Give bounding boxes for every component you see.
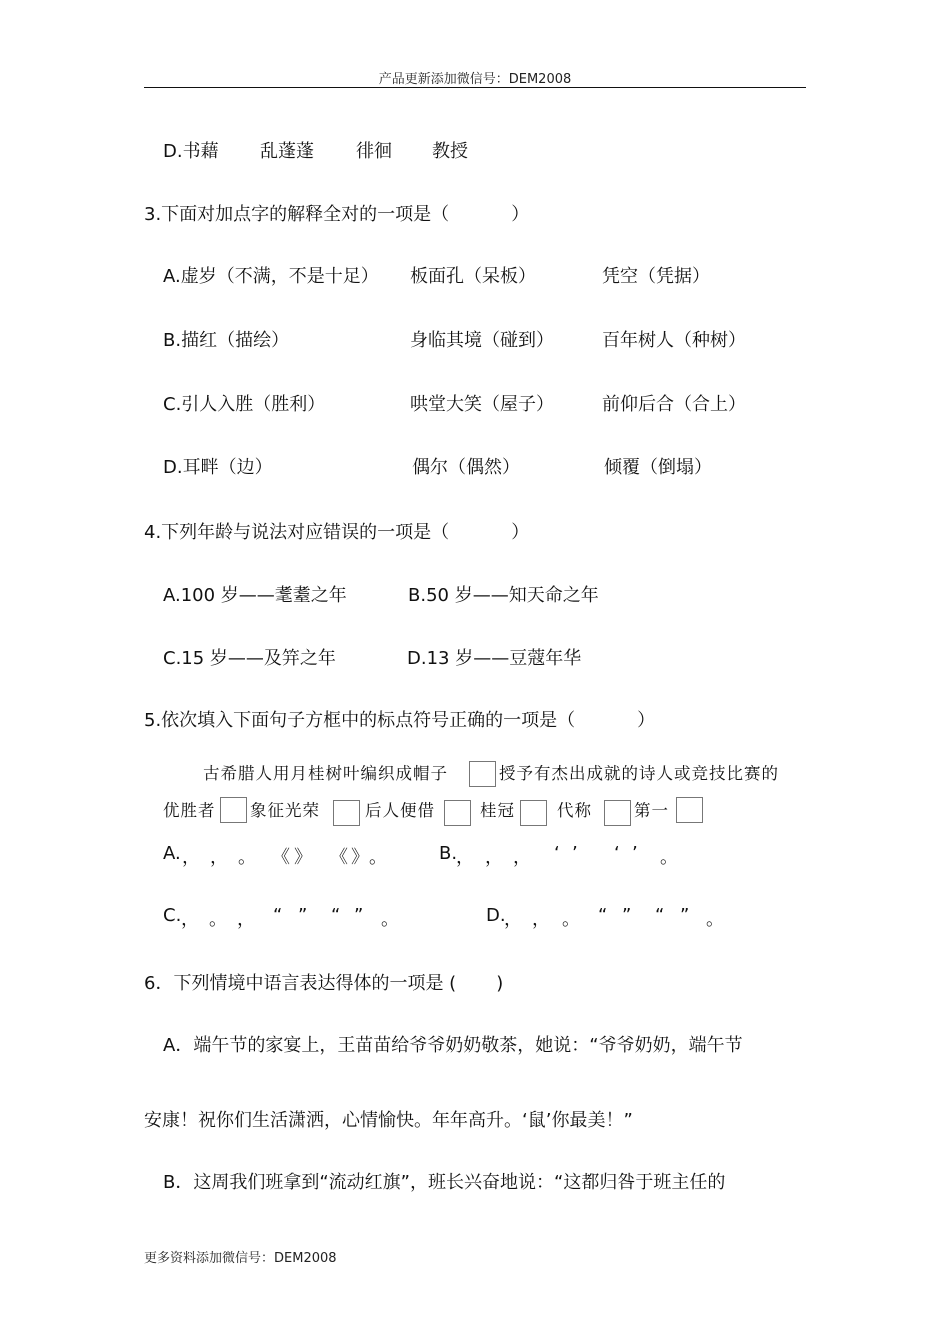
q5-option-b-label: B. (439, 843, 458, 864)
q5-stem (144, 706, 655, 732)
q5-option-d-mark-4: “ (598, 905, 608, 926)
q3-option-b-item-1: 描红（描绘） (181, 330, 290, 351)
q5-option-c-mark-6: “ (331, 905, 341, 926)
q5-option-a-mark-7: 》 (351, 847, 369, 868)
q5-passage-seg7: 代称 (557, 801, 592, 820)
q4-option-c (163, 644, 336, 670)
q5-option-c-mark-7: ” (354, 905, 364, 926)
q5-option-a-mark-4: 《 (272, 847, 290, 868)
q2-word-3: 徘徊 (356, 141, 392, 162)
q5-option-c-label: C. (163, 905, 182, 926)
q3-option-d-item-3: 倾覆（倒塌） (604, 457, 712, 478)
q3-stem (144, 200, 529, 226)
q5-option-d-mark-3: 。 (562, 909, 580, 930)
q5-option-d-mark-8: 。 (706, 909, 724, 930)
q3-option-a-item-3: 凭空（凭据） (602, 266, 710, 287)
q5-passage-seg1: 古希腊人用月桂树叶编织成帽子 (203, 764, 448, 783)
q5-option-c-mark-5: ” (298, 905, 308, 926)
q5-passage-seg8: 第一 (634, 801, 669, 820)
q5-option-a-label: A. (163, 843, 181, 864)
q4-option-d-text: 13 岁——豆蔻年华 (426, 648, 582, 669)
q6-option-b-line1: B．这周我们班拿到“流动红旗”，班长兴奋地说：“这都归咎于班主任的 (163, 1172, 726, 1193)
q5-option-a-mark-3: 。 (238, 847, 256, 868)
q5-option-d-mark-6: “ (655, 905, 665, 926)
q5-option-c-mark-2: 。 (209, 909, 227, 930)
q5-passage-seg2: 授予有杰出成就的诗人或竞技比赛的 (499, 764, 779, 783)
q5-option-b-mark-1: ， (456, 847, 474, 868)
q4-option-a-text: 100 岁——耄耋之年 (180, 585, 347, 606)
q4-stem (144, 518, 529, 544)
q6-stem (144, 969, 503, 995)
q5-blank-box-5 (520, 800, 547, 826)
q5-passage-seg3: 优胜者 (163, 801, 216, 820)
q5-option-d-mark-2: ， (532, 909, 550, 930)
q5-option-b-mark-8: 。 (660, 847, 678, 868)
q5-option-a-mark-1: ， (182, 847, 200, 868)
q2-word-4: 教授 (432, 141, 468, 162)
q3-option-b (163, 326, 289, 352)
q6-option-a-line2: 安康！祝你们生活潇洒，心情愉快。年年高升。‘鼠’你最美！” (144, 1110, 633, 1131)
q3-option-a (163, 262, 379, 288)
q5-blank-box-1 (469, 761, 496, 787)
q6-stem-text: 6．下列情境中语言表达得体的一项是 ( (144, 973, 457, 994)
q3-option-c-item-1: 引人入胜（胜利） (181, 394, 326, 415)
q5-option-b-mark-6: ‘ (614, 843, 620, 864)
q2-word-1: 书藉 (182, 141, 219, 162)
q5-passage-seg5: 后人便借 (365, 801, 435, 820)
q4-option-b-label: B. (408, 585, 427, 606)
q2-word-2: 乱蓬蓬 (260, 141, 314, 162)
page-header: 产品更新添加微信号：DEM2008 (378, 72, 572, 87)
q5-option-d-mark-1: ， (504, 909, 522, 930)
q4-option-d (407, 644, 581, 670)
q4-option-b-text: 50 岁——知天命之年 (426, 585, 599, 606)
q5-option-d-mark-7: ” (680, 905, 690, 926)
q4-option-a (163, 581, 347, 607)
q4-option-c-text: 15 岁——及笄之年 (181, 648, 336, 669)
q5-option-d-label: D. (486, 905, 506, 926)
q5-option-b-mark-7: ’ (632, 843, 638, 864)
q5-blank-box-2 (220, 797, 247, 823)
page-footer: 更多资料添加微信号：DEM2008 (144, 1251, 337, 1266)
q5-blank-box-7 (676, 797, 703, 823)
q3-stem-close: ） (511, 204, 530, 225)
q5-option-c-mark-1: ， (181, 909, 199, 930)
q5-stem-text: 5.依次填入下面句子方框中的标点符号正确的一项是（ (144, 710, 576, 731)
q3-option-d-item-1: 耳畔（边） (182, 457, 273, 478)
q5-option-c-mark-3: ， (237, 909, 255, 930)
q5-option-b-mark-2: ， (485, 847, 503, 868)
q5-option-b-mark-5: ’ (572, 843, 578, 864)
q5-option-b-mark-3: ， (513, 847, 531, 868)
q5-option-c-mark-4: “ (273, 905, 283, 926)
q5-option-d-mark-5: ” (622, 905, 632, 926)
q3-option-d-label: D. (163, 457, 183, 478)
q3-option-b-item-2: 身临其境（碰到） (410, 330, 554, 351)
q4-option-c-label: C. (163, 648, 182, 669)
q6-option-a-line1: A．端午节的家宴上，王苗苗给爷爷奶奶敬茶，她说：“爷爷奶奶，端午节 (163, 1035, 743, 1056)
q5-passage-seg4: 象征光荣 (250, 801, 320, 820)
q4-option-a-label: A. (163, 585, 181, 606)
q3-option-c (163, 390, 325, 416)
q2-option-d-label: D. (163, 141, 183, 162)
q5-option-a-mark-5: 》 (294, 847, 312, 868)
q3-option-a-item-2: 板面孔（呆板） (410, 266, 536, 287)
q5-option-a-mark-8: 。 (369, 847, 387, 868)
q3-option-a-label: A. (163, 266, 181, 287)
q5-option-a-mark-2: ， (210, 847, 228, 868)
q3-option-c-item-2: 哄堂大笑（屋子） (410, 394, 554, 415)
q4-stem-text: 4.下列年龄与说法对应错误的一项是（ (144, 522, 450, 543)
q2-option-d (163, 137, 219, 163)
q3-option-b-label: B. (163, 330, 182, 351)
q3-stem-text: 3.下面对加点字的解释全对的一项是（ (144, 204, 450, 225)
q4-option-d-label: D. (407, 648, 427, 669)
q5-blank-box-4 (444, 800, 471, 826)
q5-option-b-mark-4: ‘ (554, 843, 560, 864)
q3-option-c-label: C. (163, 394, 182, 415)
q5-blank-box-6 (604, 800, 631, 826)
q3-option-d-item-2: 偶尔（偶然） (412, 457, 520, 478)
q3-option-c-item-3: 前仰后合（合上） (602, 394, 746, 415)
q3-option-b-item-3: 百年树人（种树） (602, 330, 746, 351)
header-rule (144, 87, 806, 88)
q6-stem-close: ) (496, 973, 504, 994)
q4-stem-close: ） (511, 522, 530, 543)
q5-passage-seg6: 桂冠 (480, 801, 515, 820)
q3-option-a-item-1: 虚岁（不满，不是十足） (180, 266, 379, 287)
q5-option-c-mark-8: 。 (381, 909, 399, 930)
q3-option-d (163, 453, 273, 479)
q5-stem-close: ） (637, 710, 656, 731)
q5-option-a-mark-6: 《 (330, 847, 348, 868)
q5-blank-box-3 (333, 800, 360, 826)
q4-option-b (408, 581, 599, 607)
